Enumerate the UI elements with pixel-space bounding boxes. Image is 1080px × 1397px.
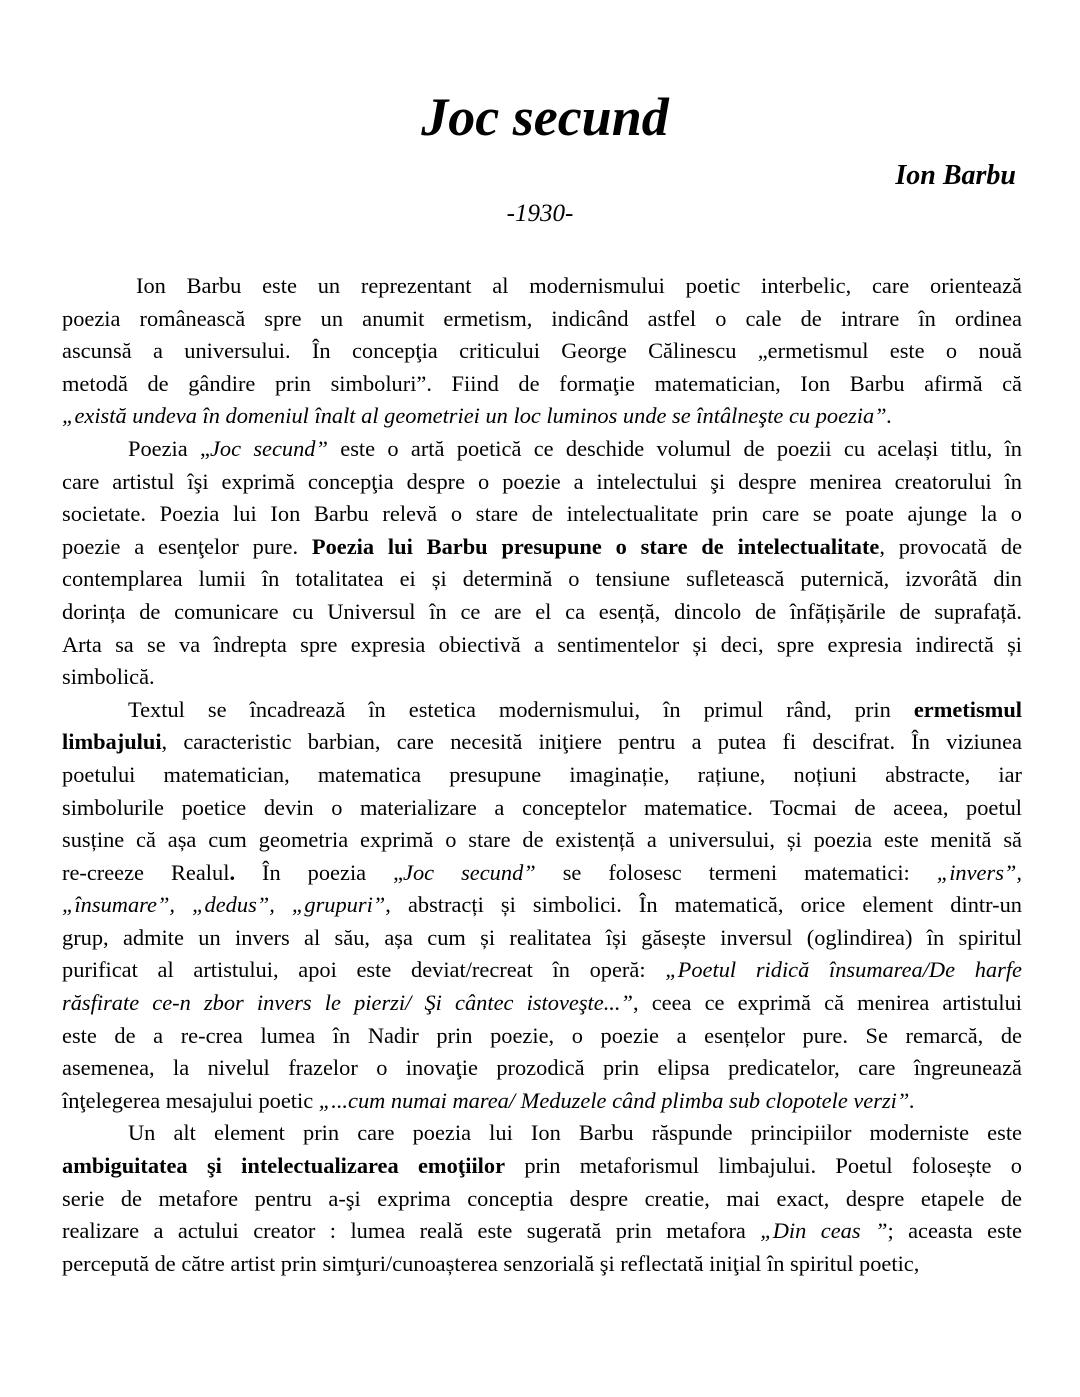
text-run: Un alt element prin care poezia lui Ion Barbu răspunde principiilor moderniste este <box>128 1120 1022 1146</box>
text-run: În poezia „ <box>235 859 404 885</box>
text-run: , ceea ce exprimă că menirea artistului <box>632 990 1023 1016</box>
text-run: grup, admite un invers al său, așa cum și realitatea își găsește inversul (oglindirea) în spiritul <box>62 924 1022 950</box>
text-line <box>62 1085 1022 1118</box>
text-line <box>62 824 1022 857</box>
text-line <box>62 694 1022 727</box>
text-run: metodă de gândire prin simboluri”. Fiind de formaţie matematician, Ion Barbu afirmă că <box>62 370 1022 396</box>
text-run: , caracteristic barbian, care necesită iniţiere pentru a putea fi descifrat. În viziunea <box>161 729 1022 755</box>
italic-text: „invers”, <box>936 859 1022 885</box>
text-run: este o artă poetică ce deschide volumul de poezii cu același titlu, în <box>327 435 1022 461</box>
text-run: asemenea, la nivelul frazelor o inovaţie prozodică prin elipsa predicatelor, care îngreunează <box>62 1055 1022 1081</box>
text-line <box>62 368 1022 401</box>
text-run: ascunsă a universului. În concepţia criticului George Călinescu „ermetismul este o nouă <box>62 338 1022 364</box>
text-run: percepută de către artist prin simţuri/cunoașterea senzorială şi reflectată iniţial în spiritul poetic, <box>62 1250 920 1276</box>
text-line <box>62 563 1022 596</box>
text-run: serie de metafore pentru a-şi exprima conceptia despre creatie, mai exact, despre etapele de <box>62 1185 1022 1211</box>
text-line <box>62 1052 1022 1085</box>
text-line <box>62 857 1022 890</box>
text-run: poetului matematician, matematica presupune imaginație, rațiune, noțiuni abstracte, iar <box>62 761 1022 787</box>
text-line <box>62 1215 1022 1248</box>
text-run: re-creeze Realul <box>62 859 230 885</box>
text-run: Ion Barbu este un reprezentant al modernismului poetic interbelic, care orientează <box>136 273 1022 298</box>
text-line <box>62 498 1022 531</box>
text-run: , provocată de <box>879 533 1023 559</box>
text-run: contemplarea lumii în totalitatea ei și determină o tensiune sufletească puternică, izvorâtă din <box>62 566 1022 592</box>
text-line <box>62 889 1022 922</box>
bold-text: limbajului <box>62 729 162 755</box>
bold-text: . <box>229 859 236 885</box>
poem-title: Joc secund <box>421 87 669 147</box>
text-run: înţelegerea mesajului poetic <box>62 1087 319 1113</box>
text-run: purificat al artistului, apoi este deviat/recreat în operă: <box>62 957 666 983</box>
essay-body <box>62 270 1022 1280</box>
text-run: prin metaforismul limbajului. Poetul folosește o <box>505 1153 1023 1179</box>
text-run: dorința de comunicare cu Universul în ce are el ca esență, dincolo de înfățișările de suprafață. <box>62 598 1022 624</box>
italic-text: „Poetul ridică însumarea/De harfe <box>665 957 1022 983</box>
text-run: realizare a actului creator : lumea reală este sugerată prin metafora <box>62 1218 761 1244</box>
italic-text: Joc secund” <box>403 859 536 885</box>
text-run: este de a re-crea lumea în Nadir prin poezie, o poezie a esențelor pure. Se remarcă, de <box>62 1022 1022 1048</box>
bold-text: ambiguitatea şi intelectualizarea emoţiilor <box>62 1153 506 1179</box>
text-line <box>62 400 1022 433</box>
text-run: societate. Poezia lui Ion Barbu relevă o stare de intelectualitate prin care se poate ajunge la o <box>62 501 1022 527</box>
text-line <box>62 629 1022 662</box>
text-line <box>62 466 1022 499</box>
text-line <box>62 1020 1022 1053</box>
text-line <box>62 792 1022 825</box>
italic-text: „Din ceas ” <box>760 1218 888 1244</box>
text-run: Textul se încadrează în estetica modernismului, în primul rând, prin <box>128 696 914 722</box>
bold-text: ermetismul <box>913 696 1022 722</box>
italic-text: „însumare”, „dedus”, „grupuri” <box>62 892 386 918</box>
text-line <box>62 1150 1022 1183</box>
text-line <box>62 1183 1022 1216</box>
text-run: Poezia „ <box>128 435 210 461</box>
text-run: susține că așa cum geometria exprimă o stare de existență a universului, și poezia este menită să <box>62 827 1022 853</box>
italic-text: „...cum numai marea/ Meduzele când plimba sub clopotele verzi”. <box>318 1087 915 1113</box>
italic-text: „există undeva în domeniul înalt al geometriei un loc luminos unde se întâlneşte cu poezia”. <box>62 403 893 429</box>
text-line <box>62 987 1022 1020</box>
text-line <box>62 303 1022 336</box>
text-run: poezie a esenţelor pure. <box>62 533 312 559</box>
text-line <box>62 726 1022 759</box>
text-run: simbolurile poetice devin o materializare a conceptelor matematice. Tocmai de aceea, poetul <box>62 794 1022 820</box>
text-line <box>62 335 1022 368</box>
text-line <box>62 954 1022 987</box>
text-run: , abstracți și simbolici. În matematică, orice element dintr-un <box>385 892 1022 918</box>
text-run: se folosesc termeni matematici: <box>535 859 937 885</box>
author-name: Ion Barbu <box>895 160 1016 191</box>
text-line <box>62 270 1022 303</box>
italic-text: Joc secund” <box>209 435 328 461</box>
text-run: simbolică. <box>62 664 155 690</box>
text-run: poezia românească spre un anumit ermetism, indicând astfel o cale de intrare în ordinea <box>62 305 1022 331</box>
text-line <box>62 759 1022 792</box>
text-line <box>62 596 1022 629</box>
text-line <box>62 531 1022 564</box>
text-line <box>62 1117 1022 1150</box>
text-line <box>62 1248 1022 1281</box>
text-line <box>62 661 1022 694</box>
text-run: care artistul îşi exprimă concepţia despre o poezie a intelectului şi despre menirea creatorului în <box>62 468 1022 494</box>
italic-text: răsfirate ce-n zbor invers le pierzi/ Şi cântec istoveşte...” <box>62 990 633 1016</box>
text-line <box>62 922 1022 955</box>
text-run: ; aceasta este <box>887 1218 1022 1244</box>
text-run: Arta sa se va îndrepta spre expresia obiectivă a sentimentelor și deci, spre expresia indirectă și <box>62 631 1022 657</box>
text-line <box>62 433 1022 466</box>
bold-text: Poezia lui Barbu presupune o stare de intelectualitate <box>311 533 880 559</box>
publication-year: -1930- <box>506 200 574 227</box>
